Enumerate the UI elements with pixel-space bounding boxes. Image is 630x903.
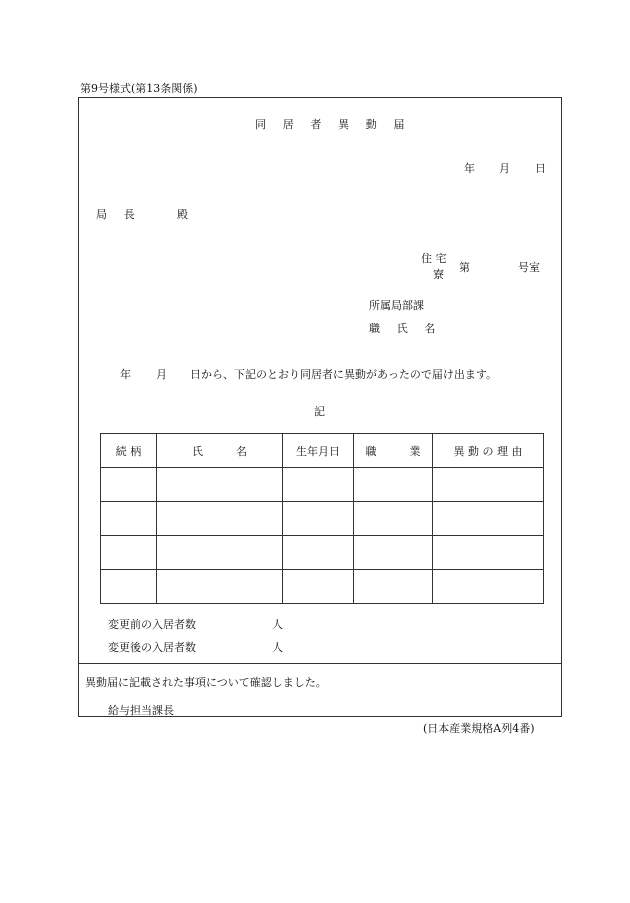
table-header-row bbox=[101, 434, 544, 468]
cell-birthdate[interactable] bbox=[283, 502, 354, 536]
header-birthdate: 生年月日 bbox=[283, 434, 354, 468]
cell-birthdate[interactable] bbox=[283, 570, 354, 604]
statement-text: 日から、下記のとおり同居者に異動があったので届け出ます。 bbox=[190, 368, 498, 381]
table-row bbox=[101, 570, 544, 604]
cell-occupation[interactable] bbox=[354, 502, 433, 536]
residence-number-suffix: 号室 bbox=[518, 261, 540, 274]
residence-type-bottom: 寮 bbox=[433, 268, 444, 281]
cell-occupation[interactable] bbox=[354, 570, 433, 604]
department-label: 所属局部課 bbox=[369, 299, 424, 312]
cell-birthdate[interactable] bbox=[283, 536, 354, 570]
cohabitant-table bbox=[100, 433, 544, 604]
confirmation-signer: 給与担当課長 bbox=[108, 704, 174, 717]
cell-reason[interactable] bbox=[433, 502, 544, 536]
date-month-label: 月 bbox=[499, 162, 510, 175]
form-number: 第9号様式(第13条関係) bbox=[80, 82, 198, 95]
statement-year: 年 bbox=[120, 368, 131, 381]
ki-label: 記 bbox=[314, 405, 325, 418]
cell-name[interactable] bbox=[157, 570, 283, 604]
footer-note: (日本産業規格A列4番) bbox=[423, 722, 535, 735]
addressee-label: 局 長 bbox=[96, 208, 142, 221]
cell-name[interactable] bbox=[157, 502, 283, 536]
cell-reason[interactable] bbox=[433, 536, 544, 570]
cell-reason[interactable] bbox=[433, 570, 544, 604]
cell-occupation[interactable] bbox=[354, 536, 433, 570]
cell-name[interactable] bbox=[157, 536, 283, 570]
header-occupation: 職 業 bbox=[354, 434, 433, 468]
section-divider bbox=[78, 663, 562, 664]
after-count-unit: 人 bbox=[272, 641, 283, 654]
cell-relationship[interactable] bbox=[101, 536, 157, 570]
table-row bbox=[101, 536, 544, 570]
before-count-label: 変更前の入居者数 bbox=[108, 618, 196, 631]
cell-occupation[interactable] bbox=[354, 468, 433, 502]
before-count-unit: 人 bbox=[272, 618, 283, 631]
header-relationship: 続 柄 bbox=[101, 434, 157, 468]
job-name-label: 職 氏 名 bbox=[369, 322, 442, 335]
cell-birthdate[interactable] bbox=[283, 468, 354, 502]
residence-type-top: 住 宅 bbox=[421, 252, 447, 265]
date-year-label: 年 bbox=[464, 162, 475, 175]
header-name: 氏 名 bbox=[157, 434, 283, 468]
cell-relationship[interactable] bbox=[101, 570, 157, 604]
cell-reason[interactable] bbox=[433, 468, 544, 502]
table-row bbox=[101, 502, 544, 536]
residence-number-prefix: 第 bbox=[459, 261, 470, 274]
header-reason: 異 動 の 理 由 bbox=[433, 434, 544, 468]
statement-month: 月 bbox=[156, 368, 167, 381]
addressee-suffix: 殿 bbox=[177, 208, 188, 221]
confirmation-text: 異動届に記載された事項について確認しました。 bbox=[85, 676, 327, 689]
cell-relationship[interactable] bbox=[101, 502, 157, 536]
after-count-label: 変更後の入居者数 bbox=[108, 641, 196, 654]
cell-relationship[interactable] bbox=[101, 468, 157, 502]
cell-name[interactable] bbox=[157, 468, 283, 502]
date-day-label: 日 bbox=[535, 162, 546, 175]
form-title: 同 居 者 異 動 届 bbox=[255, 118, 412, 131]
table-row bbox=[101, 468, 544, 502]
